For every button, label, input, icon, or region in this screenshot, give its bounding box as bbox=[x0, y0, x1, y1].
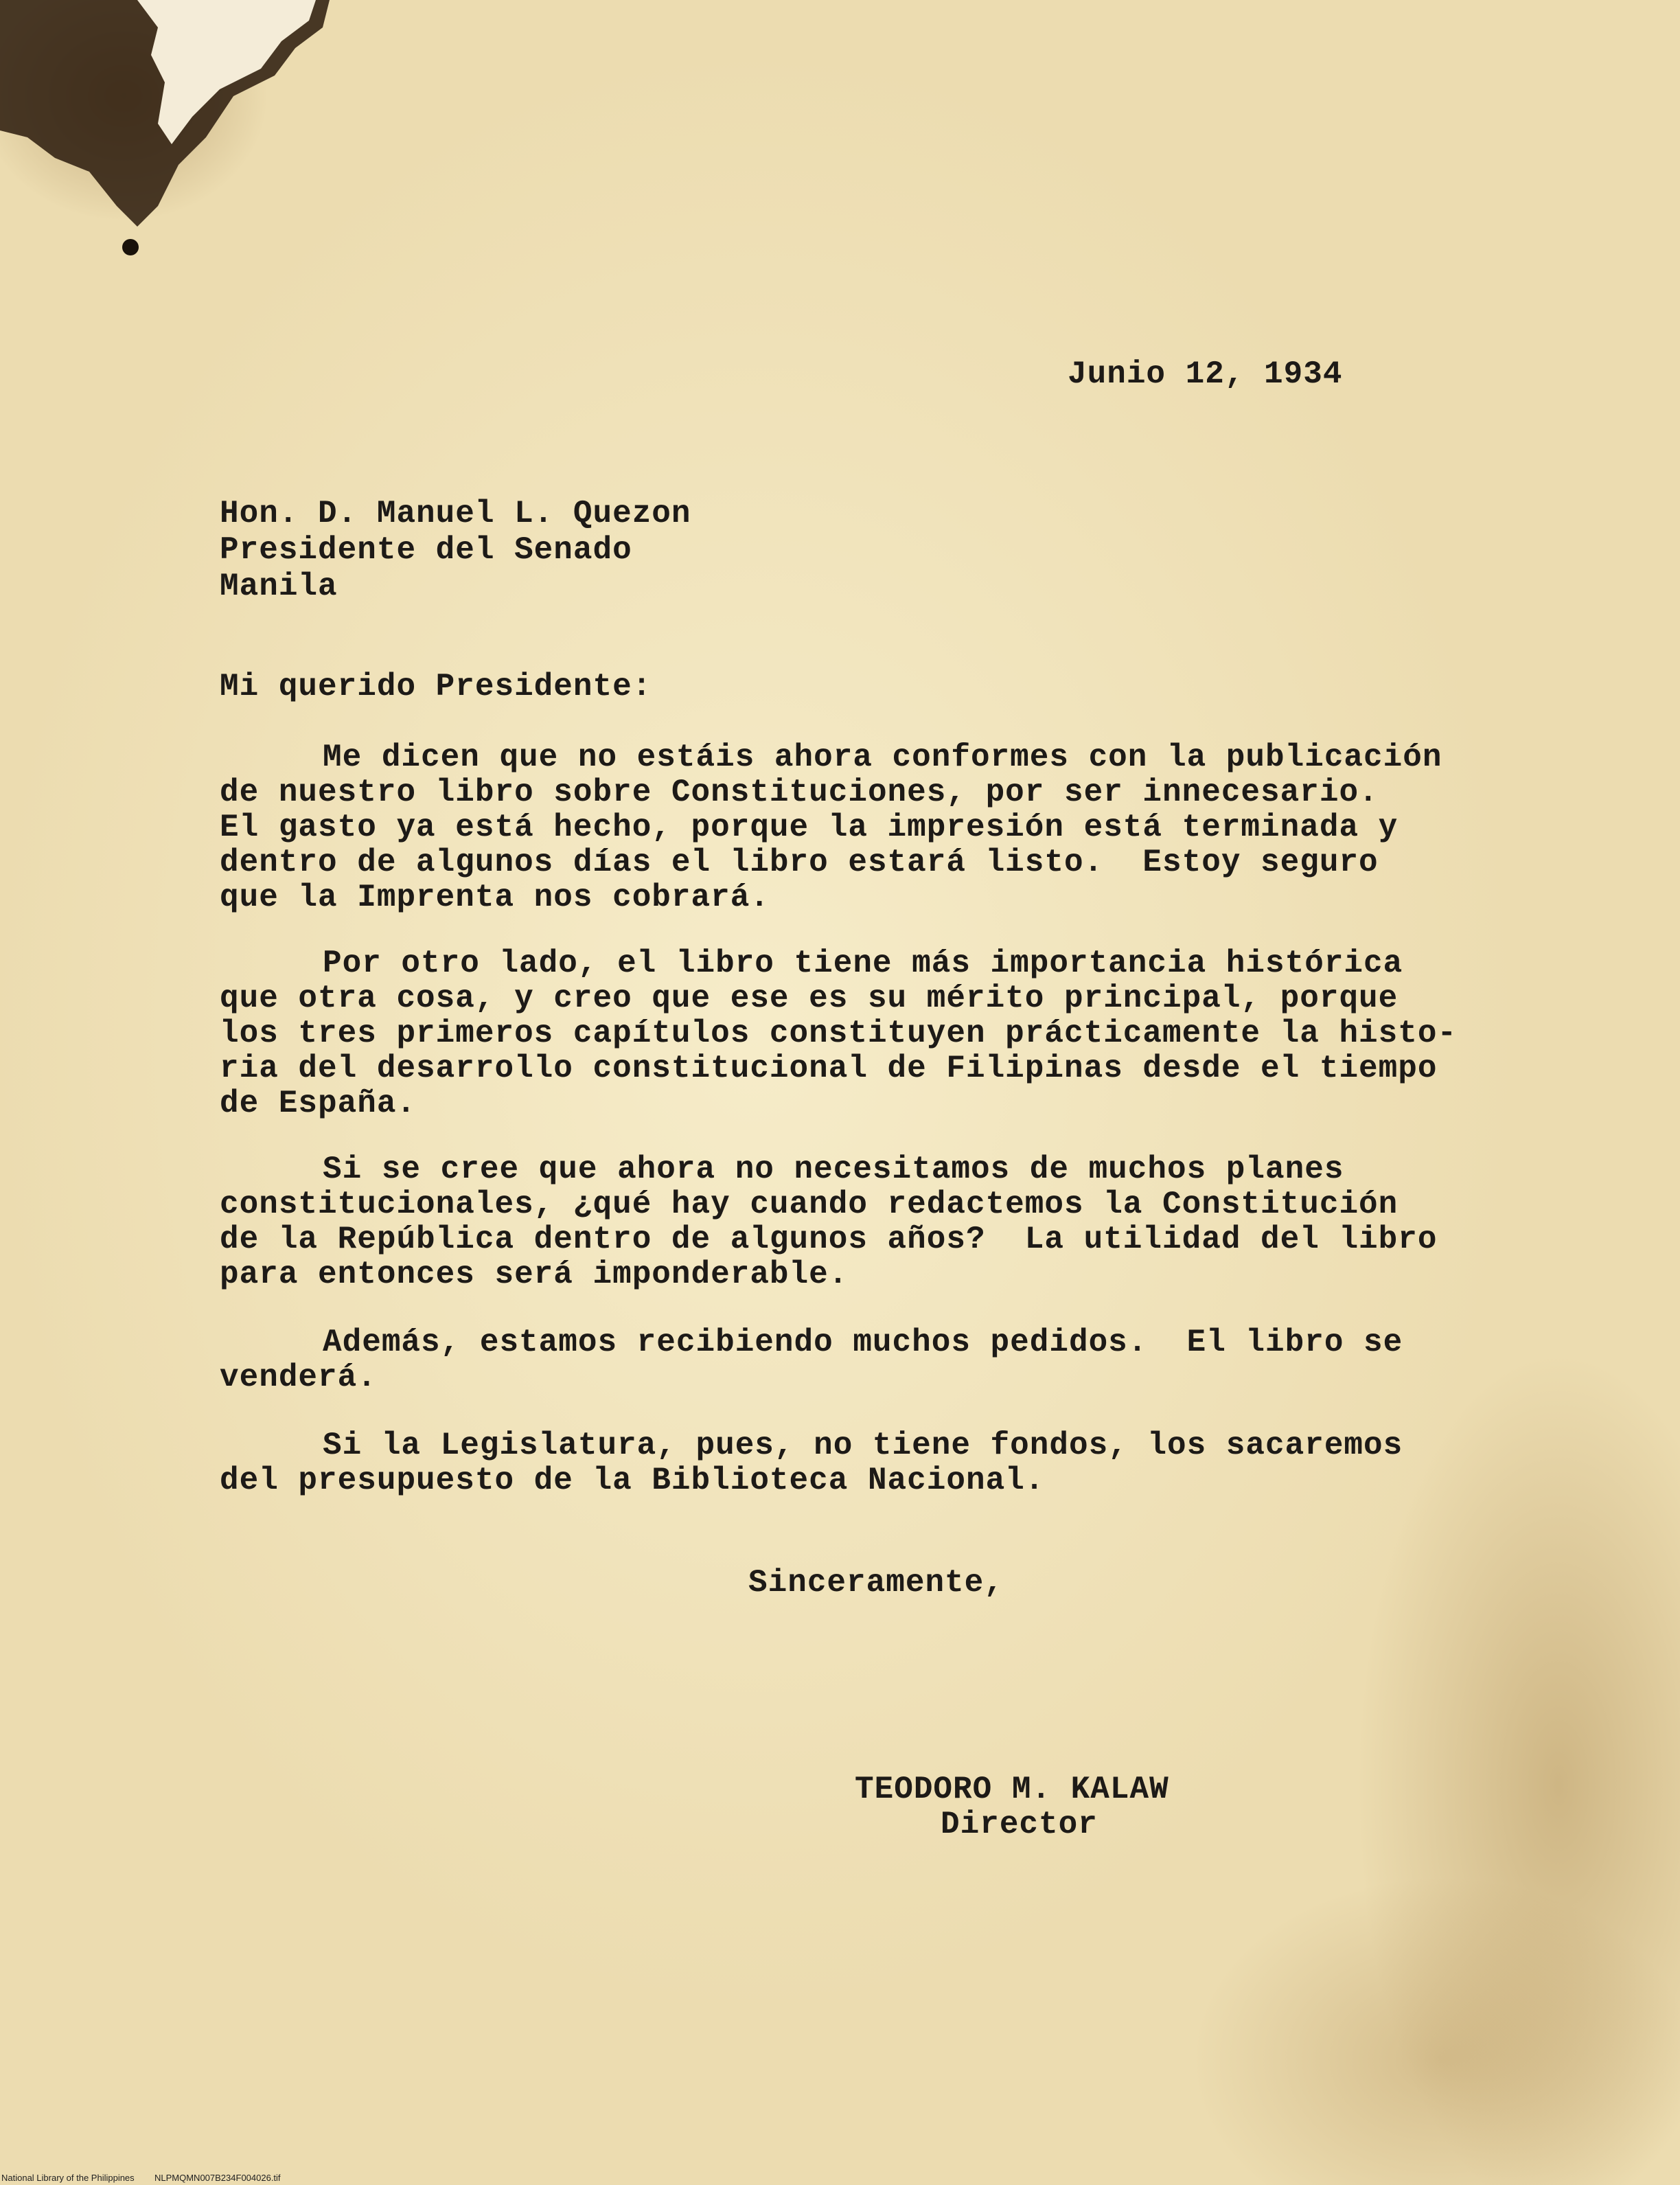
salutation: Mi querido Presidente: bbox=[220, 669, 652, 705]
recipient-line-1: Hon. D. Manuel L. Quezon bbox=[220, 496, 691, 531]
paragraph-1-line: El gasto ya está hecho, porque la impresión está terminada y bbox=[220, 810, 1399, 845]
paragraph-2-line: ria del desarrollo constitucional de Filipinas desde el tiempo bbox=[220, 1051, 1438, 1086]
paragraph-3-line: constitucionales, ¿qué hay cuando redactemos la Constitución bbox=[220, 1187, 1399, 1222]
paragraph-4-line: venderá. bbox=[220, 1360, 377, 1395]
signature-name: TEODORO M. KALAW bbox=[855, 1772, 1169, 1807]
footer-library: National Library of the Philippines bbox=[1, 2173, 135, 2183]
paragraph-5-line: Si la Legislatura, pues, no tiene fondos, los sacaremos bbox=[323, 1428, 1403, 1463]
signature-title: Director bbox=[941, 1807, 1098, 1842]
recipient-line-2: Presidente del Senado bbox=[220, 532, 632, 568]
closing: Sinceramente, bbox=[748, 1565, 1004, 1601]
paragraph-2-line: que otra cosa, y creo que ese es su mérito principal, porque bbox=[220, 981, 1399, 1016]
paragraph-1-line: de nuestro libro sobre Constituciones, por ser innecesario. bbox=[220, 775, 1379, 810]
paragraph-5-line: del presupuesto de la Biblioteca Nacional. bbox=[220, 1463, 1045, 1498]
paragraph-3-line: Si se cree que ahora no necesitamos de muchos planes bbox=[323, 1152, 1344, 1187]
paragraph-1-line: dentro de algunos días el libro estará listo. Estoy seguro bbox=[220, 845, 1379, 880]
letter-date: Junio 12, 1934 bbox=[1068, 356, 1343, 392]
footer-filename: NLPMQMN007B234F004026.tif bbox=[154, 2173, 281, 2183]
paragraph-3-line: para entonces será imponderable. bbox=[220, 1257, 849, 1292]
paragraph-2-line: de España. bbox=[220, 1086, 417, 1121]
paragraph-2-line: Por otro lado, el libro tiene más importancia histórica bbox=[323, 946, 1403, 981]
paragraph-3-line: de la República dentro de algunos años? La utilidad del libro bbox=[220, 1222, 1438, 1257]
paragraph-1-line: que la Imprenta nos cobrará. bbox=[220, 880, 770, 915]
paragraph-2-line: los tres primeros capítulos constituyen prácticamente la histo- bbox=[220, 1016, 1458, 1051]
recipient-line-3: Manila bbox=[220, 569, 338, 604]
paragraph-1-line: Me dicen que no estáis ahora conformes con la publicación bbox=[323, 740, 1442, 775]
paragraph-4-line: Además, estamos recibiendo muchos pedidos. El libro se bbox=[323, 1325, 1403, 1360]
